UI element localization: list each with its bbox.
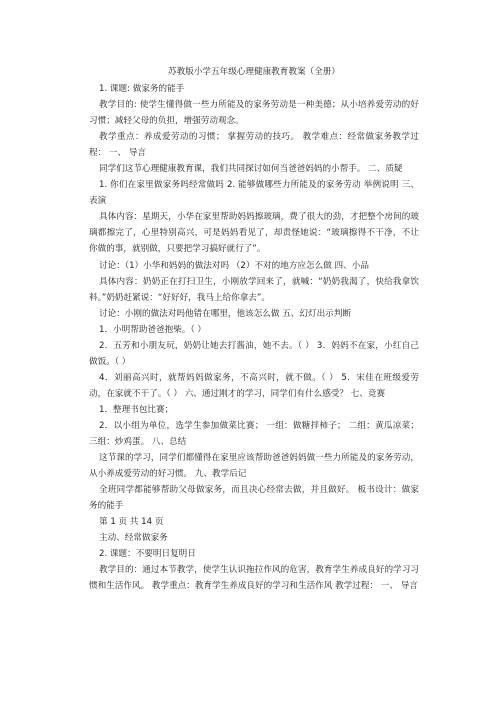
questions-paragraph: 1. 你们在家里做家务吗经常做吗 2. 能够做哪些力所能及的家务劳动 举例说明 三、表演: [89, 180, 419, 207]
discussion-1-paragraph: 讨论：（1）小华和妈妈的做法对吗 （2）不对的地方应怎么做 四、小品: [99, 260, 369, 271]
lesson-2-goal-paragraph: 教学目的：通过本节教学，使学生认识拖拉作风的危害，教育学生养成良好的学习习惯和生活作风。 教学重点：教育学生养成良好的学习和生活作风 教学过程： 一、 导言: [89, 565, 419, 592]
board-design-line: 主动、经常做家务: [99, 533, 168, 544]
competition-item-2: 2．以小组为单位，选学生参加做菜比赛； 一组：做糖拌柿子； 二组：黄瓜凉菜； 三组：炒鸡蛋。 八、总结: [89, 420, 419, 448]
page-number: 第 1 页 共 14 页: [99, 517, 164, 528]
document-title: 苏教版小学五年级心理健康教育教案（全册）: [168, 67, 340, 77]
afterword-paragraph: 全班同学都能够帮助父母做家务，而且决心经常去做，并且做好。 板书设计：做家务的能手: [89, 485, 419, 512]
teaching-focus-paragraph: 教学重点：养成爱劳动的习惯； 掌握劳动的技巧。 教学难点：经常做家务教学过程： 一、 导言: [89, 132, 419, 159]
judgement-item-1: 1．小明帮助爸爸抱柴。（ ）: [99, 324, 207, 335]
skit-content-paragraph: 具体内容：奶奶正在打扫卫生，小刚放学回来了，就喊：“奶奶我渴了，快给我拿饮料。”奶奶赶紧说：“好好好，我马上给你拿去”。: [89, 276, 419, 303]
intro-paragraph: 同学们这节心理健康教育课，我们共同探讨如何当爸爸妈妈的小帮手。 二、质疑: [99, 164, 403, 175]
summary-paragraph: 这节课的学习，同学们都懂得在家里应该帮助爸爸妈妈做一些力所能及的家务劳动，从小养成爱劳动的好习惯。 九、教学后记: [89, 453, 419, 480]
competition-item-1: 1．整理书包比赛；: [99, 404, 174, 415]
teaching-goal-paragraph: 教学目的: 使学生懂得做一些力所能及的家务劳动是一种美德；从小培养爱劳动的好习惯；减轻父母的负担，增强劳动观念。: [89, 100, 419, 127]
discussion-2-paragraph: 讨论：小刚的做法对吗他错在哪里，他该怎么做 五、幻灯出示判断: [99, 308, 351, 319]
lesson-1-heading: 1. 课题: 做家务的能手: [99, 84, 185, 94]
performance-content-paragraph: 具体内容：星期天，小华在家里帮助妈妈擦玻璃，费了很大的劲，才把整个房间的玻璃都擦完了，心里特别高兴，可是妈妈看见了，却责怪她说：“玻璃擦得不干净，不让你做的事，就别做，只要把学习搞好就行了”。: [89, 212, 419, 255]
lesson-2-heading: 2. 课题：不要明日复明日: [99, 549, 196, 560]
document-page: [89, 64, 419, 595]
judgement-item-2-3: 2．五芳和小朋友玩，奶奶让她去打酱油，她不去。（ ） 3．妈妈不在家，小红自己做饭。（ ）: [89, 340, 419, 367]
document-body: [89, 81, 419, 595]
judgement-item-4-5: 4．刘丽高兴时，就帮妈妈做家务，不高兴时，就不做。（ ） 5．宋佳在班级爱劳动，在家就不干了。（ ） 六、通过刚才的学习，同学们有什么感受？ 七、竞赛: [89, 372, 419, 399]
